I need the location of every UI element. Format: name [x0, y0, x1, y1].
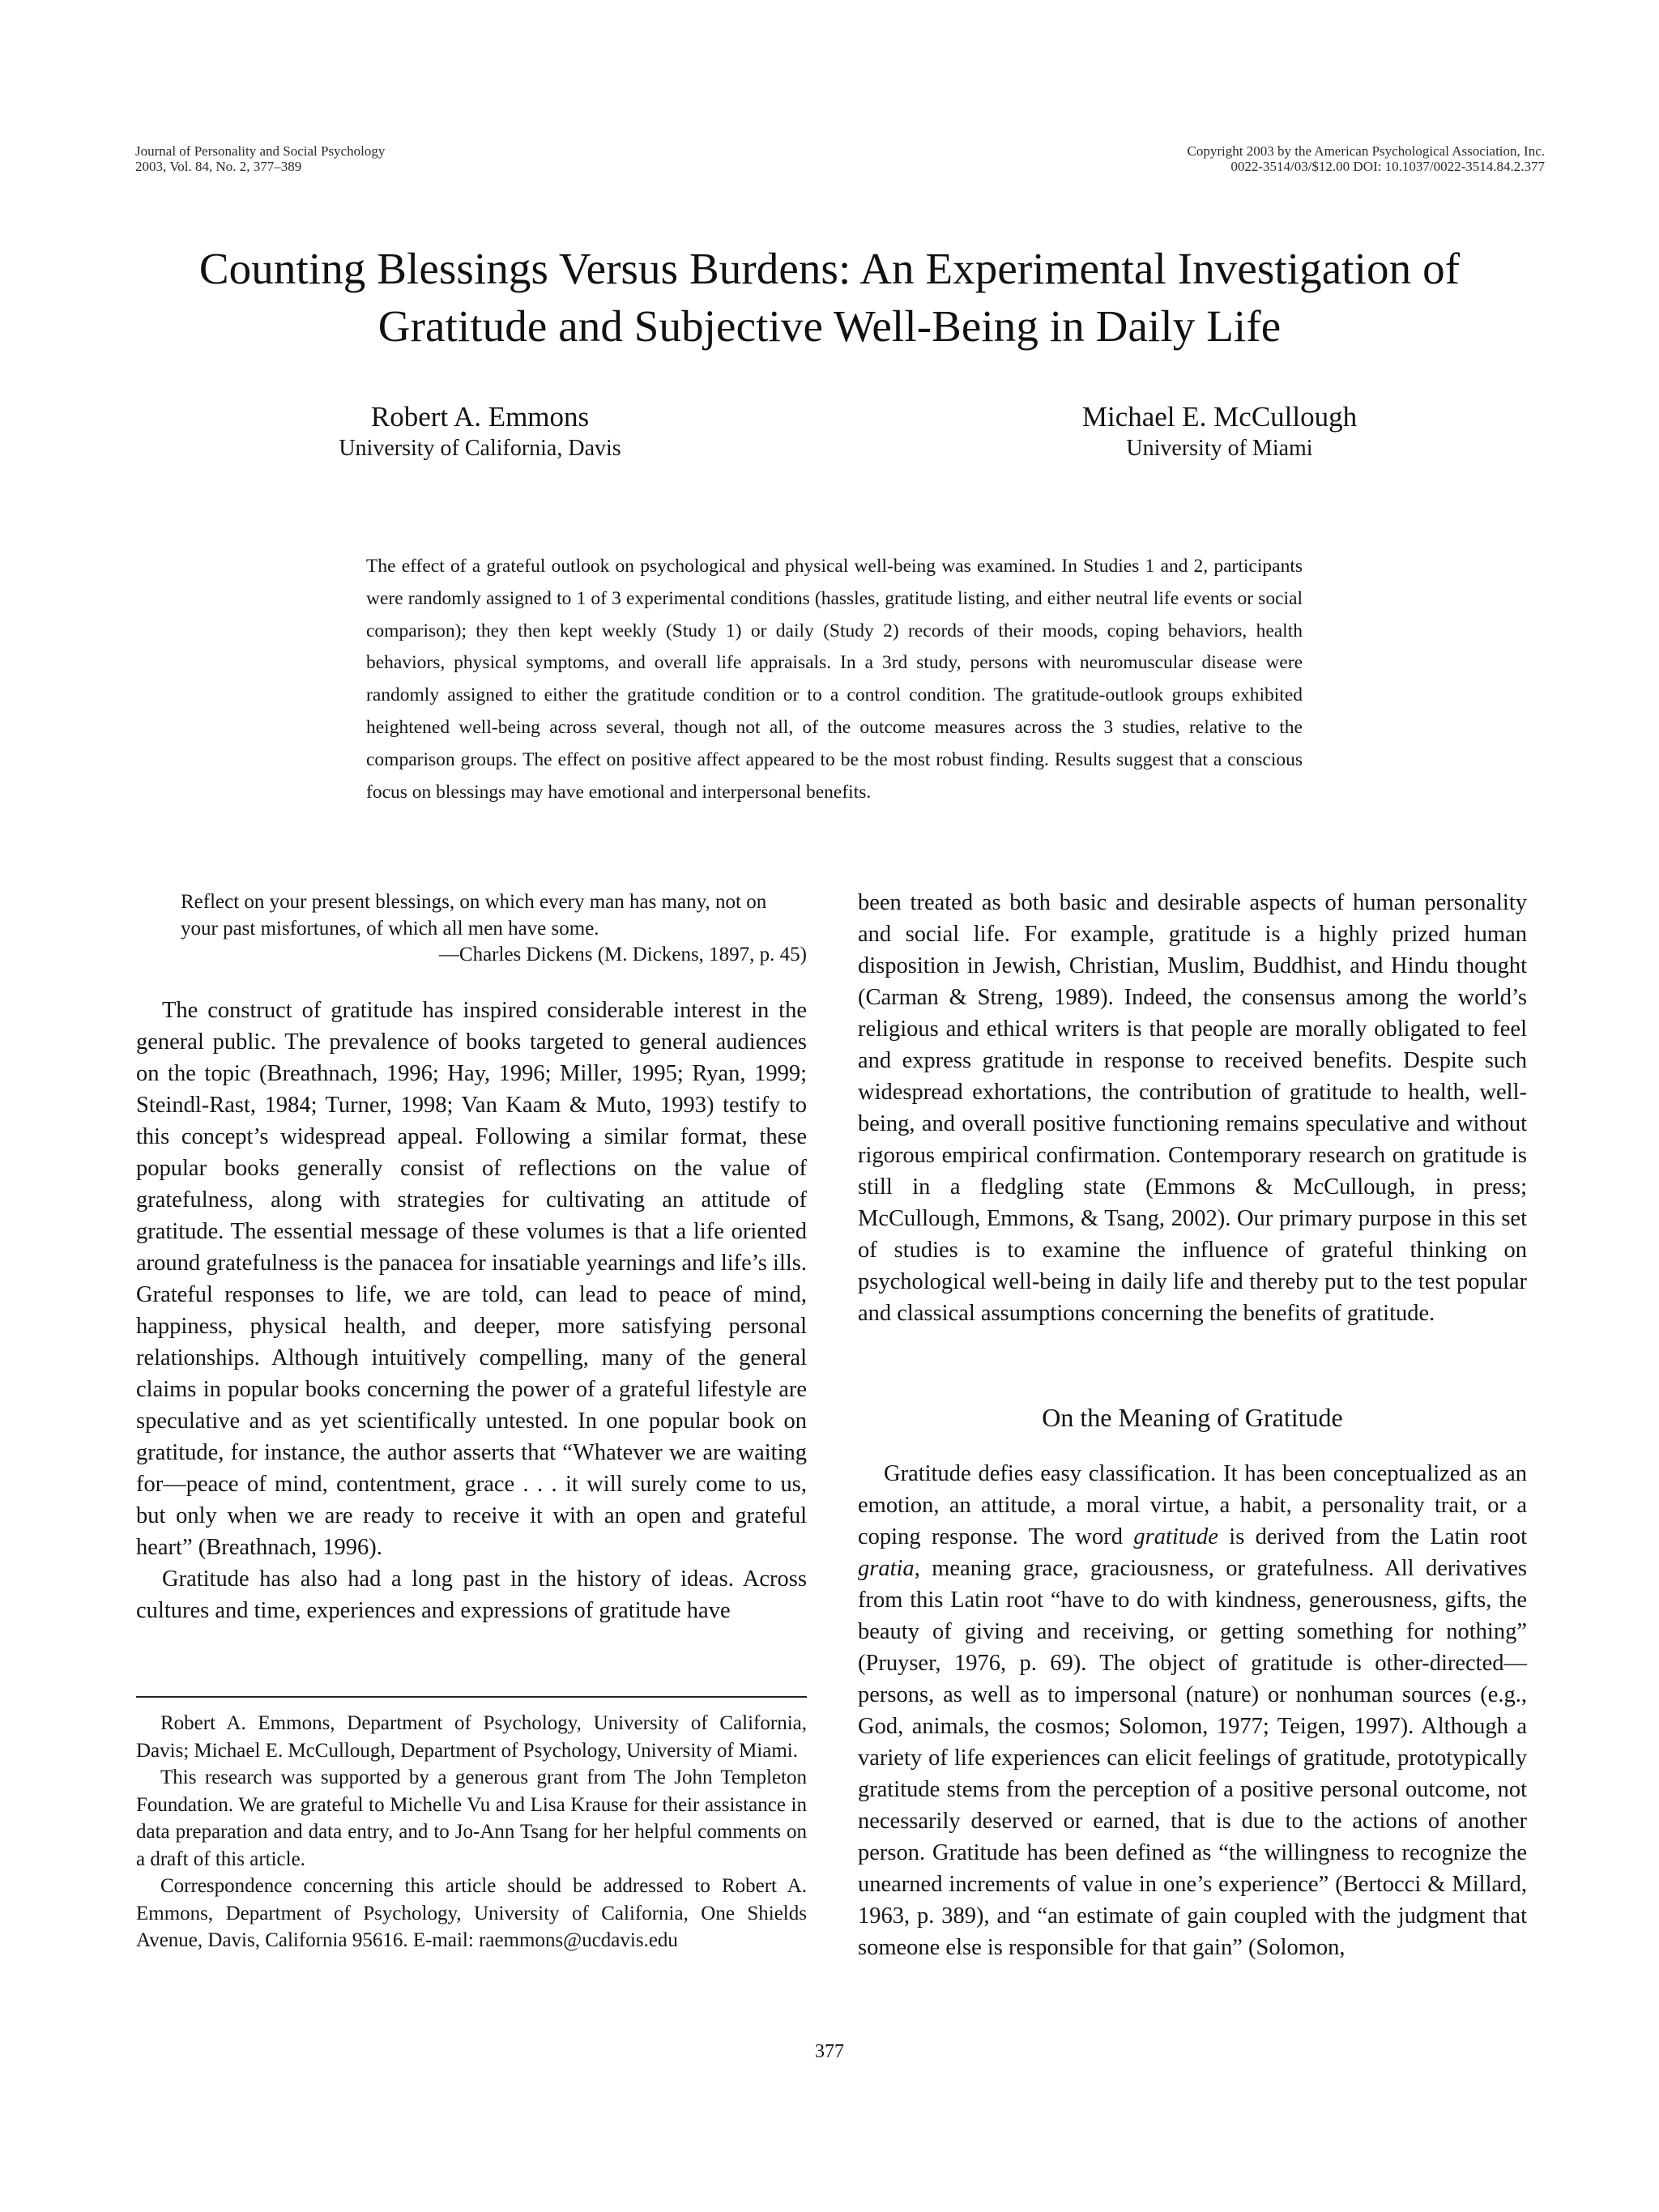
body-paragraph: Gratitude has also had a long past in the history of ideas. Across cultures and time, experiences and expressions of gratitude have — [136, 1566, 807, 1623]
body-paragraph: The construct of gratitude has inspired considerable interest in the general public. The prevalence of books targeted to general audiences on the topic (Breathnach, 1996; Hay, 1996; Miller, 1995; Ryan, 1999; Steindl-Rast, 1984; Turner, 1998; Van Kaam & Muto, 1993) testify to this concept’s widespread appeal. Following a similar format, these popular books generally consist of reflections on the value of gratefulness, along with strategies for cultivating an attitude of gratitude. The essential message of these volumes is that a life oriented around gratefulness is the panacea for insatiable yearnings and life’s ills. Grateful responses to life, we are told, can lead to peace of mind, happiness, physical health, and deeper, more satisfying personal relationships. Although intuitively compelling, many of the general claims in popular books concerning the power of a grateful lifestyle are speculative and as yet scientifically untested. In one popular book on gratitude, for instance, the author asserts that “Whatever we are waiting for—peace of mind, contentment, grace . . . it will surely come to us, but only when we are ready to receive it with an open and grateful heart” (Breathnach, 1996). — [136, 998, 807, 1560]
footnote-correspondence: Correspondence concerning this article should be addressed to Robert A. Emmons, Department of Psychology, University of California, One Shields Avenue, Davis, California 95616. E-mail: raemmons@ucdavis.edu — [136, 1875, 807, 1951]
epigraph-attribution: —Charles Dickens (M. Dickens, 1897, p. 45) — [438, 944, 807, 965]
epigraph — [181, 889, 807, 969]
italic-term: gratia — [858, 1556, 915, 1581]
volume-info: 2003, Vol. 84, No. 2, 377–389 — [135, 159, 302, 174]
text-run: is derived from the Latin root — [1218, 1524, 1527, 1549]
doi-line: 0022-3514/03/$12.00 DOI: 10.1037/0022-3514.84.2.377 — [1230, 159, 1545, 174]
section-heading: On the Meaning of Gratitude — [1042, 1403, 1343, 1432]
abstract: The effect of a grateful outlook on psychological and physical well-being was examined. In Studies 1 and 2, participants were randomly assigned to 1 of 3 experimental conditions (hassles, gratitude listing, and either neutral life events or social comparison); they then kept weekly (Study 1) or daily (Study 2) records of their moods, coping behaviors, health behaviors, physical symptoms, and overall life appraisals. In a 3rd study, persons with neuromuscular disease were randomly assigned to either the gratitude condition or to a control condition. The gratitude-outlook groups exhibited heightened well-being across several, though not all, of the outcome measures across the 3 studies, relative to the comparison groups. The effect on positive affect appeared to be the most robust finding. Results suggest that a conscious focus on blessings may have emotional and interpersonal benefits. — [366, 556, 1303, 803]
running-head-right — [1188, 143, 1545, 174]
title-line-2: Gratitude and Subjective Well-Being in Daily Life — [377, 301, 1282, 351]
author-name: Robert A. Emmons — [370, 401, 590, 433]
author-block-2 — [1023, 400, 1416, 463]
author-affiliation: University of California, Davis — [339, 436, 621, 461]
author-name: Michael E. McCullough — [1081, 401, 1358, 433]
author-note — [136, 1710, 807, 1954]
body-paragraph: been treated as both basic and desirable aspects of human personality and social life. For example, gratitude is a highly prized human disposition in Jewish, Christian, Muslim, Buddhist, and Hindu thought (Carman & Streng, 1989). Indeed, the consensus among the world’s religious and ethical writers is that people are morally obligated to feel and express gratitude in response to received benefits. Despite such widespread exhortations, the contribution of gratitude to health, well-being, and overall positive functioning remains speculative and without rigorous empirical confirmation. Contemporary research on gratitude is still in a fledgling state (Emmons & McCullough, in press; McCullough, Emmons, & Tsang, 2002). Our primary purpose in this set of studies is to examine the influence of grateful thinking on psychological well-being in daily life and thereby put to the test popular and classical assumptions concerning the benefits of gratitude. — [858, 890, 1527, 1326]
text-run: , meaning grace, graciousness, or gratefulness. All derivatives from this Latin root “have to do with kindness, generousness, gifts, the beauty of giving and receiving, or getting something for nothing” (Pruyser, 1976, p. 69). The object of gratitude is other-directed—persons, as well as to impersonal (nature) or nonhuman sources (e.g., God, animals, the cosmos; Solomon, 1977; Teigen, 1997). Although a variety of life experiences can elicit feelings of gratitude, prototypically gratitude stems from the perception of a positive personal outcome, not necessarily deserved or earned, that is due to the actions of another person. Gratitude has been defined as “the willingness to recognize the unearned increments of value in one’s experience” (Bertocci & Millard, 1963, p. 389), and “an estimate of gain coupled with the judgment that someone else is responsible for that gain” (Solomon, — [858, 1556, 1527, 1960]
footnote-divider — [136, 1696, 807, 1698]
copyright-line: Copyright 2003 by the American Psychological Association, Inc. — [1187, 143, 1545, 159]
right-column-body-top — [858, 887, 1527, 1329]
author-block-1 — [296, 400, 664, 463]
journal-name: Journal of Personality and Social Psychology — [135, 143, 386, 159]
footnote-affiliations: Robert A. Emmons, Department of Psychology, University of California, Davis; Michael E. McCullough, Department of Psychology, University of Miami. — [136, 1712, 807, 1762]
footnote-acknowledgment: This research was supported by a generous grant from The John Templeton Foundation. We are grateful to Michelle Vu and Lisa Krause for their assistance in data preparation and data entry, and to Jo-Ann Tsang for her helpful comments on a draft of this article. — [136, 1767, 807, 1870]
right-column-body-bottom — [858, 1458, 1527, 1963]
text-run: Gratitude defies easy classification. It has been conceptualized as an emotion, an attitude, a moral virtue, a habit, a personality trait, or a coping response. The word — [858, 1461, 1527, 1549]
body-paragraph — [858, 1458, 1527, 1963]
italic-term: gratitude — [1133, 1524, 1218, 1549]
author-affiliation: University of Miami — [1126, 436, 1313, 461]
running-head-left — [135, 143, 385, 174]
page-number: 377 — [815, 2041, 844, 2062]
left-column-body — [136, 995, 807, 1626]
epigraph-quote: Reflect on your present blessings, on which every man has many, not on your past misfortunes, of which all men have some. — [181, 891, 767, 940]
title-line-1: Counting Blessings Versus Burdens: An Experimental Investigation of — [198, 244, 1461, 293]
article-title — [81, 240, 1578, 355]
